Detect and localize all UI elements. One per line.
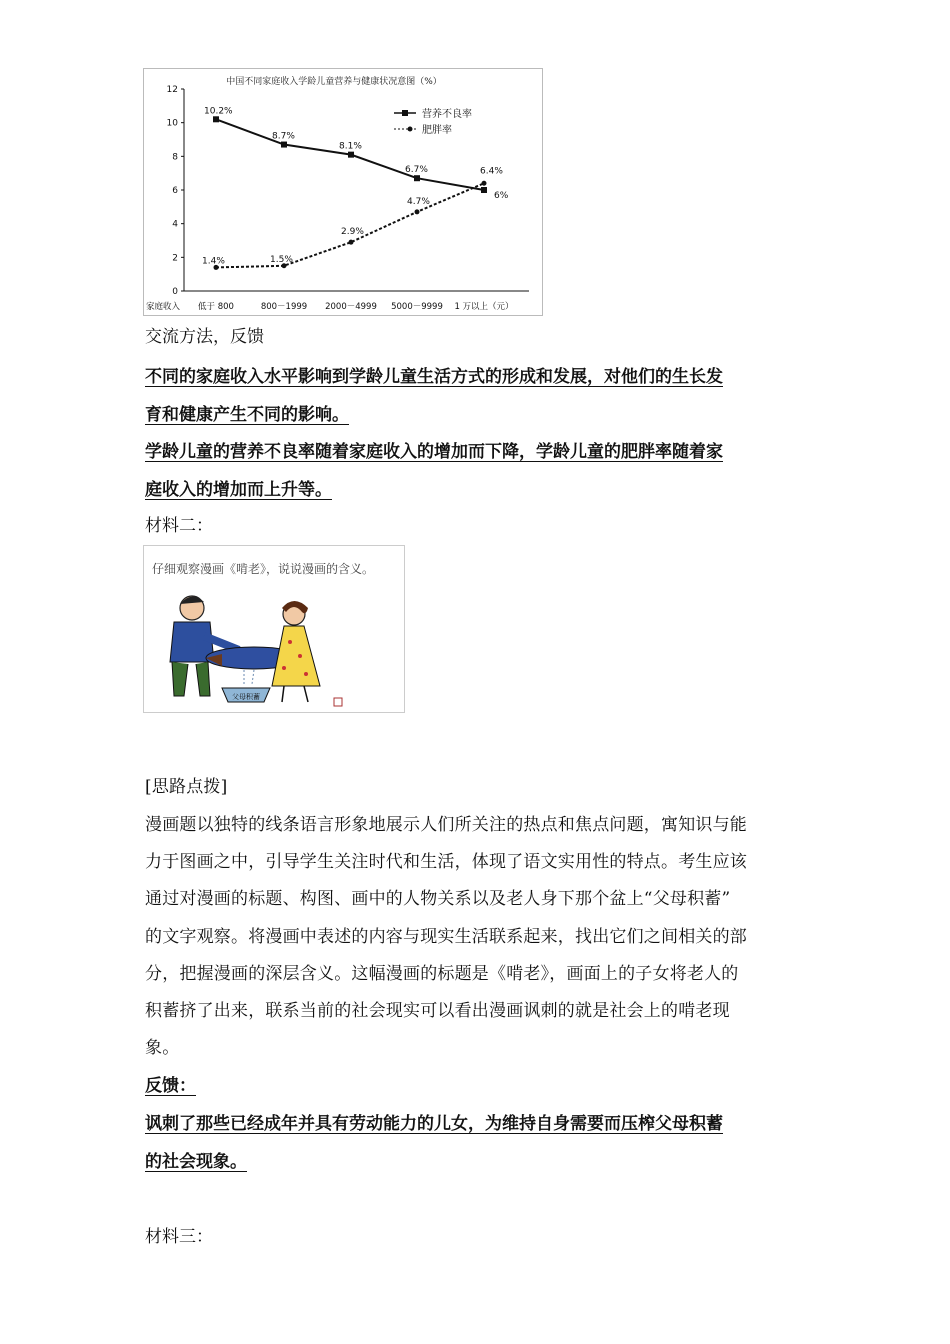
data-point bbox=[348, 152, 354, 158]
artist-seal bbox=[334, 698, 342, 706]
hint-line-3: 通过对漫画的标题、构图、画中的人物关系以及老人身下那个盆上“父母积蓄” bbox=[145, 889, 731, 909]
feedback-2-line-1: 学龄儿童的营养不良率随着家庭收入的增加而下降，学龄儿童的肥胖率随着家 bbox=[145, 442, 723, 462]
basin-label: 父母积蓄 bbox=[232, 693, 260, 701]
income-health-chart bbox=[144, 69, 542, 315]
method-line: 交流方法，反馈 bbox=[145, 327, 264, 347]
x-tick-label: 2000－4999 bbox=[325, 302, 377, 312]
legend-marker-0 bbox=[402, 110, 408, 116]
y-tick-label: 12 bbox=[166, 85, 178, 95]
feedback-1-line-1: 不同的家庭收入水平影响到学龄儿童生活方式的形成和发展，对他们的生长发 bbox=[145, 367, 723, 387]
material-2-label: 材料二： bbox=[145, 516, 213, 536]
savings-basin bbox=[222, 670, 270, 702]
hint-line-7: 象。 bbox=[145, 1038, 180, 1058]
cartoon-illustration bbox=[144, 546, 404, 712]
data-label: 8.7% bbox=[272, 131, 295, 142]
y-tick-label: 10 bbox=[166, 118, 178, 129]
y-tick-label: 6 bbox=[172, 186, 178, 196]
son-figure bbox=[170, 596, 239, 696]
cartoon-caption: 仔细观察漫画《啃老》，说说漫画的含义。 bbox=[152, 562, 375, 576]
chart-title: 中国不同家庭收入学龄儿童营养与健康状况意图（%） bbox=[226, 77, 442, 87]
data-label: 6% bbox=[494, 191, 509, 201]
data-label: 6.7% bbox=[405, 165, 428, 176]
data-point bbox=[414, 175, 420, 181]
legend-marker-1 bbox=[408, 127, 413, 132]
feedback-3-line-2: 的社会现象。 bbox=[145, 1152, 247, 1172]
series-line-1 bbox=[216, 183, 484, 267]
feedback-1-line-2: 育和健康产生不同的影响。 bbox=[145, 405, 349, 425]
hint-line-1: 漫画题以独特的线条语言形象地展示人们所关注的热点和焦点问题，寓知识与能 bbox=[145, 815, 747, 835]
data-label: 8.1% bbox=[339, 141, 362, 152]
hint-line-2: 力于图画之中，引导学生关注时代和生活，体现了语文实用性的特点。考生应该 bbox=[145, 852, 747, 872]
data-label: 1.5% bbox=[270, 254, 293, 265]
hint-line-4: 的文字观察。将漫画中表述的内容与现实生活联系起来，找出它们之间相关的部 bbox=[145, 927, 747, 947]
x-tick-label: 5000－9999 bbox=[391, 302, 443, 312]
hint-title: [思路点拨] bbox=[145, 777, 228, 797]
cartoon-image bbox=[143, 545, 405, 713]
x-tick-label: 低于 800 bbox=[198, 302, 234, 312]
x-tick-label: 800－1999 bbox=[260, 302, 308, 312]
y-tick-label: 0 bbox=[172, 287, 178, 297]
legend-label-0: 营养不良率 bbox=[422, 109, 472, 120]
data-label: 10.2% bbox=[204, 106, 233, 117]
data-point bbox=[213, 116, 219, 122]
y-tick-label: 4 bbox=[172, 219, 178, 230]
feedback-label: 反馈： bbox=[145, 1076, 196, 1096]
feedback-3-line-1: 讽刺了那些已经成年并具有劳动能力的儿女，为维持自身需要而压榨父母积蓄 bbox=[145, 1114, 723, 1134]
data-point bbox=[349, 240, 354, 245]
data-label: 6.4% bbox=[480, 166, 503, 177]
x-tick-label: 1 万以上（元） bbox=[454, 302, 514, 312]
material-3-label: 材料三： bbox=[145, 1227, 213, 1247]
y-tick-label: 2 bbox=[172, 253, 178, 264]
data-label: 1.4% bbox=[202, 256, 225, 267]
hint-line-5: 分，把握漫画的深层含义。这幅漫画的标题是《啃老》，画面上的子女将老人的 bbox=[145, 964, 739, 984]
data-point bbox=[481, 187, 487, 193]
legend-label-1: 肥胖率 bbox=[422, 125, 452, 136]
daughter-figure bbox=[272, 601, 320, 702]
data-label: 2.9% bbox=[341, 227, 364, 238]
chart-frame bbox=[143, 68, 543, 316]
feedback-2-line-2: 庭收入的增加而上升等。 bbox=[145, 480, 332, 500]
y-tick-label: 8 bbox=[172, 152, 178, 163]
hint-line-6: 积蓄挤了出来，联系当前的社会现实可以看出漫画讽刺的就是社会上的啃老现 bbox=[145, 1001, 730, 1021]
x-axis-label: 家庭收入 bbox=[146, 302, 181, 312]
data-point bbox=[415, 209, 420, 214]
data-point bbox=[281, 142, 287, 148]
data-label: 4.7% bbox=[407, 196, 430, 207]
data-point bbox=[482, 181, 487, 186]
